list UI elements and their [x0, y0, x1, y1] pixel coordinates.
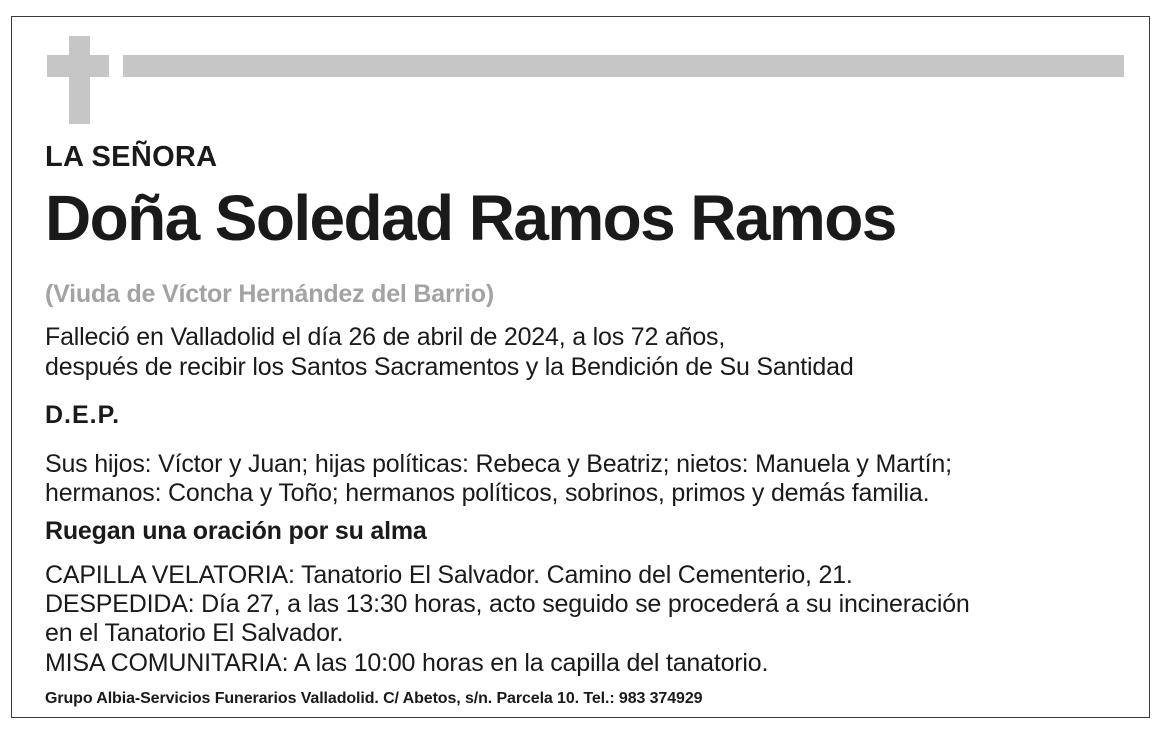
info-line-mass: MISA COMUNITARIA: A las 10:00 horas en la capilla del tanatorio. — [45, 649, 769, 677]
death-line-1: Falleció en Valladolid el día 26 de abril de 2024, a los 72 años, — [45, 323, 726, 351]
latin-cross-icon-bar — [47, 55, 109, 77]
honorific: LA SEÑORA — [45, 141, 218, 173]
prayer-request: Ruegan una oración por su alma — [45, 517, 427, 545]
death-line-2: después de recibir los Santos Sacramentos y la Bendición de Su Santidad — [45, 353, 854, 381]
info-line-farewell-cont: en el Tanatorio El Salvador. — [45, 619, 344, 647]
header-rule — [123, 55, 1124, 77]
funeral-home-footer: Grupo Albia-Servicios Funerarios Valladolid. C/ Abetos, s/n. Parcela 10. Tel.: 983 374929 — [45, 690, 703, 707]
widow-of: (Viuda de Víctor Hernández del Barrio) — [45, 280, 494, 308]
info-line-farewell: DESPEDIDA: Día 27, a las 13:30 horas, acto seguido se procederá a su incineración — [45, 590, 970, 618]
deceased-name: Doña Soledad Ramos Ramos — [45, 182, 896, 254]
info-line-chapel: CAPILLA VELATORIA: Tanatorio El Salvador. Camino del Cementerio, 21. — [45, 561, 853, 589]
family-line-2: hermanos: Concha y Toño; hermanos políticos, sobrinos, primos y demás familia. — [45, 479, 930, 507]
latin-cross-icon — [69, 36, 90, 124]
family-line-1: Sus hijos: Víctor y Juan; hijas políticas: Rebeca y Beatriz; nietos: Manuela y Martín; — [45, 450, 952, 478]
rip-label: D.E.P. — [45, 401, 121, 429]
